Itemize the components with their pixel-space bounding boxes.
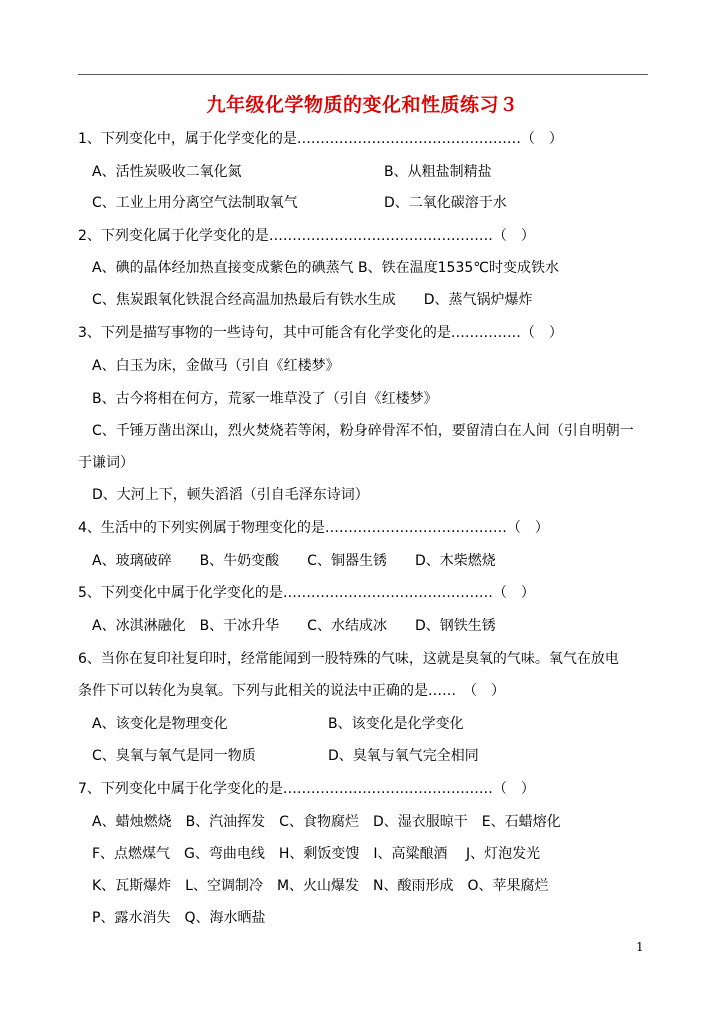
option-3d: D、大河上下，顿失滔滔（引自毛泽东诗词）	[92, 487, 369, 503]
option-3c-continued: 于谦词）	[78, 455, 134, 471]
option-3c: C、千锤万凿出深山，烈火焚烧若等闲，粉身碎骨浑不怕，要留清白在人间（引自明朝一	[92, 423, 634, 439]
options-7-row1: A、蜡烛燃烧 B、汽油挥发 C、食物腐烂 D、湿衣服晾干 E、石蜡熔化	[92, 814, 561, 830]
option-1b: B、从粗盐制精盐	[384, 164, 492, 180]
question-7: 7、下列变化中属于化学变化的是………………………………………（ ）	[78, 781, 535, 797]
page-number: 1	[636, 940, 644, 954]
options-7-row3: K、瓦斯爆炸 L、空调制冷 M、火山爆发 N、酸雨形成 O、苹果腐烂	[92, 878, 549, 894]
options-4: A、玻璃破碎 B、牛奶变酸 C、铜器生锈 D、木柴燃烧	[92, 553, 496, 569]
option-6a: A、该变化是物理变化	[92, 716, 228, 732]
option-1d: D、二氧化碳溶于水	[384, 195, 507, 211]
option-1a: A、活性炭吸收二氧化氮	[92, 164, 242, 180]
question-6-continued: 条件下可以转化为臭氧。下列与此相关的说法中正确的是…… （ ）	[78, 683, 505, 699]
page-title: 九年级化学物质的变化和性质练习３	[206, 94, 519, 116]
question-5: 5、下列变化中属于化学变化的是………………………………………（ ）	[78, 585, 535, 601]
question-2: 2、下列变化属于化学变化的是…………………………………………（ ）	[78, 228, 535, 244]
options-5: A、冰淇淋融化 B、干冰升华 C、水结成冰 D、钢铁生锈	[92, 618, 496, 634]
question-6: 6、当你在复印社复印时，经常能闻到一股特殊的气味，这就是臭氧的气味。氧气在放电	[78, 651, 619, 667]
options-7-row4: P、露水消失 Q、海水晒盐	[92, 910, 266, 926]
option-3a: A、白玉为床，金做马（引自《红楼梦》	[92, 358, 340, 374]
option-1c: C、工业上用分离空气法制取氧气	[92, 195, 298, 211]
question-1: 1、下列变化中，属于化学变化的是…………………………………………（ ）	[78, 131, 563, 147]
option-6c: C、臭氧与氧气是同一物质	[92, 748, 256, 764]
question-3: 3、下列是描写事物的一些诗句，其中可能含有化学变化的是……………（ ）	[78, 325, 563, 341]
top-rule	[78, 74, 648, 75]
question-4: 4、生活中的下列实例属于物理变化的是…………………………………（ ）	[78, 520, 549, 536]
option-2cd: C、焦炭跟氧化铁混合经高温加热最后有铁水生成 D、蒸气锅炉爆炸	[92, 292, 533, 308]
option-6b: B、该变化是化学变化	[328, 716, 464, 732]
options-7-row2: F、点燃煤气 G、弯曲电线 H、剩饭变馊 I、高粱酿酒 J、灯泡发光	[92, 846, 541, 862]
option-3b: B、古今将相在何方，荒冢一堆草没了（引自《红楼梦》	[92, 391, 438, 407]
option-2ab: A、碘的晶体经加热直接变成紫色的碘蒸气 B、铁在温度1535℃时变成铁水	[92, 260, 559, 276]
option-6d: D、臭氧与氧气完全相同	[328, 748, 479, 764]
